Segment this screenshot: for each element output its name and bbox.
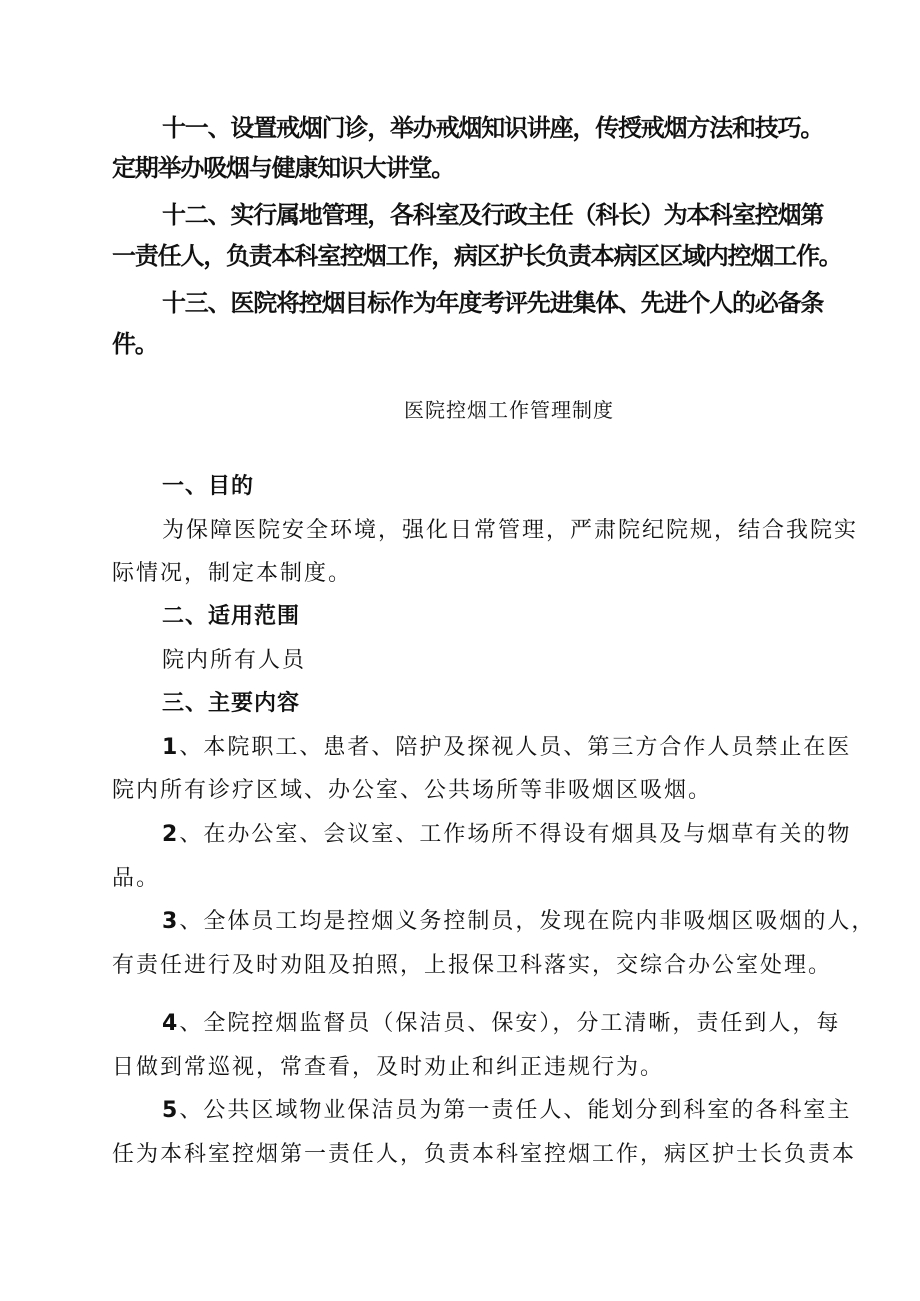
item-2-text: 、在办公室、会议室、工作场所不得设有烟具及与烟草有关的物 [179,822,852,847]
item-4-number: 4 [162,1011,180,1036]
document-title: 医院控烟工作管理制度 [404,398,614,422]
item-5-line-2: 任为本科室控烟第一责任人，负责本科室控烟工作，病区护士长负责本 [112,1142,857,1167]
item-3-line-1 [162,911,875,933]
item-4-text: 、全院控烟监督员（保洁员、保安），分工清晰，责任到人，每 [179,1011,841,1036]
item-1-line-2: 院内所有诊疗区域、办公室、公共场所等非吸烟区吸烟。 [112,778,713,803]
item-1-text: 、本院职工、患者、陪护及探视人员、第三方合作人员禁止在医 [179,735,852,760]
item-3-line-2: 有责任进行及时劝阻及拍照，上报保卫科落实，交综合办公室处理。 [112,953,833,978]
item-12-line-1: 十二、实行属地管理，各科室及行政主任（科长）为本科室控烟第 [162,201,824,229]
item-11-line-1: 十一、设置戒烟门诊，举办戒烟知识讲座，传授戒烟方法和技巧。 [162,114,824,142]
item-1-line-1 [162,737,851,759]
section-1-line-1: 为保障医院安全环境，强化日常管理，严肃院纪院规，结合我院实 [162,518,859,543]
item-2-line-1 [162,824,851,846]
item-2-number: 2 [162,822,180,847]
item-4-line-2: 日做到常巡视，常查看，及时劝止和纠正违规行为。 [112,1055,665,1080]
section-3-heading: 三、主要内容 [162,691,301,716]
item-11-line-2: 定期举办吸烟与健康知识大讲堂。 [112,154,454,182]
section-1-line-2: 际情况，制定本制度。 [112,561,353,586]
item-12-line-2: 一责任人，负责本科室控烟工作，病区护长负责本病区区域内控烟工作。 [112,242,842,270]
section-1-heading: 一、目的 [162,474,255,499]
item-2-line-2: 品。 [112,866,161,891]
item-3-number: 3 [162,909,180,934]
item-3-text: 、全体员工均是控烟义务控制员，发现在院内非吸烟区吸烟的人， [179,909,876,934]
item-13-line-2: 件。 [112,330,158,358]
item-4-line-1 [162,1013,840,1035]
item-5-text: 、公共区域物业保洁员为第一责任人、能划分到科室的各科室主 [179,1098,852,1123]
item-13-line-1: 十三、医院将控烟目标作为年度考评先进集体、先进个人的必备条 [162,289,824,317]
item-1-number: 1 [162,735,180,760]
section-2-heading: 二、适用范围 [162,604,301,629]
item-5-line-1 [162,1100,851,1122]
section-2-body: 院内所有人员 [162,648,307,673]
item-5-number: 5 [162,1098,180,1123]
